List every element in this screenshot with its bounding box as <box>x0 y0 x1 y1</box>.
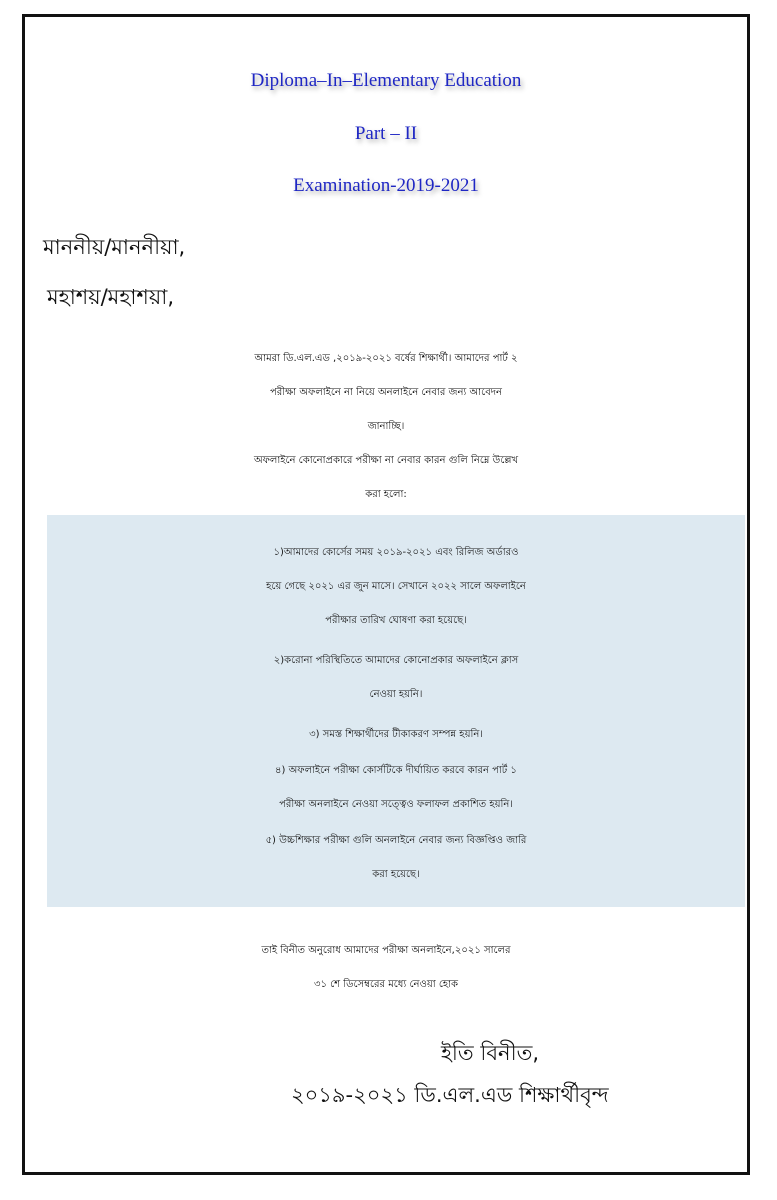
request-line-2: ৩১ শে ডিসেম্বরের মধ্যে নেওয়া হোক <box>313 979 459 990</box>
signature-line-1: ইতি বিনীত, <box>441 1041 540 1065</box>
request-line-1: তাই বিনীত অনুরোধ আমাদের পরীক্ষা অনলাইনে,২০২১ সালের <box>261 945 511 956</box>
salutation-line-2: মহাশয়/মহাশয়া, <box>47 285 174 309</box>
intro-line-5: করা হলো: <box>365 489 407 500</box>
reason-2-line-1: ২)করোনা পরিস্থিতিতে আমাদের কোনোপ্রকার অফলাইনে ক্লাস <box>273 655 519 666</box>
title-line-1: Diploma–In–Elementary Education <box>250 70 522 91</box>
reason-1-line-2: হয়ে গেছে ২০২১ এর জুন মাসে। সেখানে ২০২২ সালে অফলাইনে <box>266 581 526 592</box>
title-line-2: Part – II <box>354 123 418 144</box>
intro-line-3: জানাচ্ছি। <box>367 421 405 432</box>
signature-line-2: ২০১৯-২০২১ ডি.এল.এড শিক্ষার্থীবৃন্দ <box>291 1083 609 1107</box>
reason-4-line-1: ৪) অফলাইনে পরীক্ষা কোর্সটিকে দীর্ঘায়িত করবে কারন পার্ট ১ <box>275 765 517 776</box>
intro-line-1: আমরা ডি.এল.এড ,২০১৯-২০২১ বর্ষের শিক্ষার্থী। আমাদের পার্ট ২ <box>254 353 518 364</box>
reason-5-line-2: করা হয়েছে। <box>372 869 420 880</box>
title-line-3: Examination-2019-2021 <box>293 175 479 196</box>
reason-4-line-2: পরীক্ষা অনলাইনে নেওয়া সত্ত্বেও ফলাফল প্রকাশিত হয়নি। <box>279 799 513 810</box>
reason-2-line-2: নেওয়া হয়নি। <box>369 689 423 700</box>
reason-1-line-3: পরীক্ষার তারিখ ঘোষণা করা হয়েছে। <box>325 615 467 626</box>
reasons-box <box>47 515 745 907</box>
reason-5-line-1: ৫) উচ্চশিক্ষার পরীক্ষা গুলি অনলাইনে নেবার জন্য বিজ্ঞপ্তিও জারি <box>265 835 527 846</box>
intro-line-4: অফলাইনে কোনোপ্রকারে পরীক্ষা না নেবার কারন গুলি নিম্নে উল্লেখ <box>253 455 519 466</box>
intro-line-2: পরীক্ষা অফলাইনে না নিয়ে অনলাইনে নেবার জন্য আবেদন <box>270 387 502 398</box>
reason-1-line-1: ১)আমাদের কোর্সের সময় ২০১৯-২০২১ এবং রিলিজ অর্ডারও <box>273 547 519 558</box>
reason-3: ৩) সমস্ত শিক্ষার্থীদের টীকাকরণ সম্পন্ন হয়নি। <box>309 729 483 740</box>
document-frame <box>22 14 750 1175</box>
salutation-line-1: মাননীয়/মাননীয়া, <box>43 235 186 259</box>
